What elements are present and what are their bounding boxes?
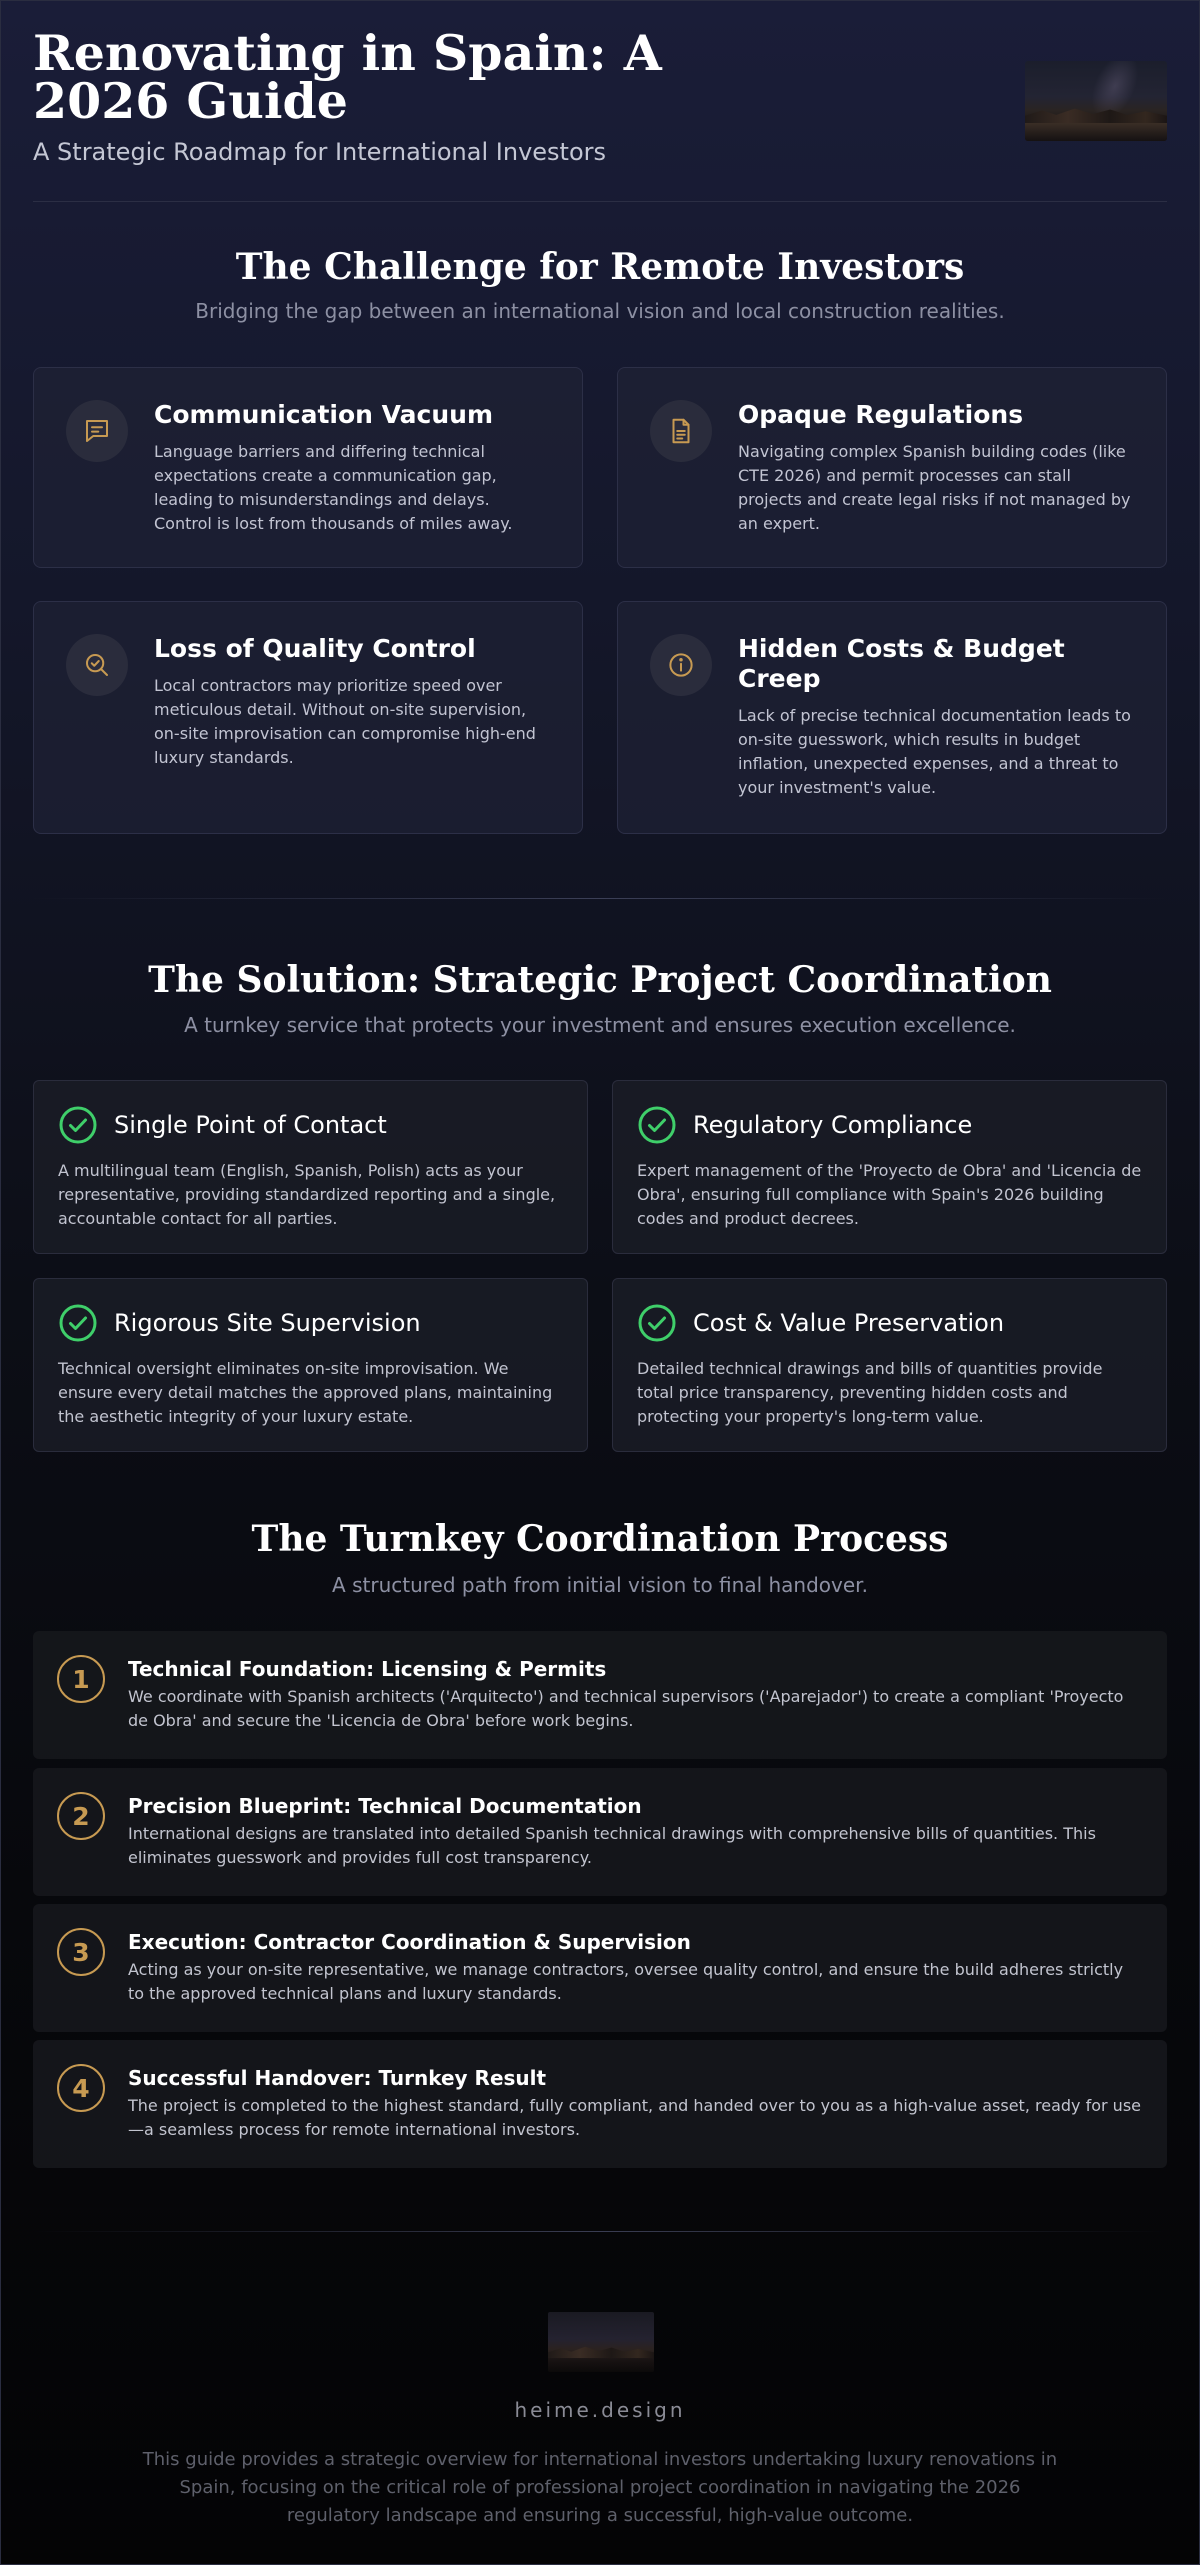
solution-card-title: Cost & Value Preservation: [693, 1309, 1005, 1337]
process-step-4: [33, 2040, 1167, 2168]
check-circle-icon: [637, 1303, 677, 1343]
step-text: Acting as your on-site representative, we manage contractors, oversee quality control, and ensure the build adheres strictly to the approved technical plans and luxury standards.: [128, 1960, 1124, 2003]
process-step-2: [33, 1768, 1167, 1896]
challenge-card-title: Hidden Costs & Budget Creep: [738, 634, 1065, 693]
challenge-card-title: Loss of Quality Control: [154, 634, 476, 663]
check-circle-icon: [58, 1303, 98, 1343]
info-icon: [650, 634, 712, 696]
page-header: [33, 1, 1167, 201]
solution-card-cost-value: [612, 1278, 1167, 1452]
challenge-card-title: Opaque Regulations: [738, 400, 1024, 429]
solution-card-title: Rigorous Site Supervision: [114, 1309, 421, 1337]
challenge-title: The Challenge for Remote Investors: [235, 246, 965, 288]
header-divider: [33, 201, 1167, 202]
chat-bubble-icon: [66, 400, 128, 462]
process-subtitle: A structured path from initial vision to final handover.: [332, 1573, 868, 1597]
challenge-card-text: Language barriers and differing technical expectations create a communication gap, leading to misunderstandings and delays. Control is lost from thousands of miles away.: [154, 442, 513, 533]
step-number: 3: [57, 1928, 105, 1976]
challenge-card-title: Communication Vacuum: [154, 400, 493, 429]
step-number: 4: [57, 2064, 105, 2112]
challenge-card-text: Navigating complex Spanish building codes (like CTE 2026) and permit processes can stall projects and create legal risks if not managed by an expert.: [738, 442, 1131, 533]
step-number: 1: [57, 1655, 105, 1703]
search-check-icon: [66, 634, 128, 696]
solution-card-text: A multilingual team (English, Spanish, Polish) acts as your representative, providing standardized reporting and a single, accountable contact for all parties.: [58, 1161, 556, 1228]
challenge-card-regulations: [617, 367, 1167, 568]
step-title: Execution: Contractor Coordination & Supervision: [128, 1930, 691, 1954]
solution-card-title: Single Point of Contact: [114, 1111, 387, 1139]
solution-card-single-contact: [33, 1080, 588, 1254]
solution-card-supervision: [33, 1278, 588, 1452]
step-title: Successful Handover: Turnkey Result: [128, 2066, 547, 2090]
challenge-card-text: Lack of precise technical documentation leads to on-site guesswork, which results in budget inflation, unexpected expenses, and a threat to your investment's value.: [738, 706, 1131, 797]
solution-card-text: Detailed technical drawings and bills of quantities provide total price transparency, preventing hidden costs and protecting your property's long-term value.: [637, 1359, 1103, 1426]
challenge-subtitle: Bridging the gap between an international vision and local construction realities.: [195, 299, 1005, 323]
challenge-card-quality: [33, 601, 583, 834]
process-step-1: [33, 1631, 1167, 1759]
step-number: 2: [57, 1792, 105, 1840]
challenge-card-communication: [33, 367, 583, 568]
solution-card-text: Expert management of the 'Proyecto de Obra' and 'Licencia de Obra', ensuring full compliance with Spain's 2026 building codes and product decrees.: [637, 1161, 1142, 1228]
step-text: The project is completed to the highest standard, fully compliant, and handed over to you as a high-value asset, ready for use—a seamless process for remote international investors.: [128, 2096, 1141, 2139]
solution-subtitle: A turnkey service that protects your investment and ensures execution excellence.: [184, 1013, 1016, 1037]
footer-landscape-image: [548, 2312, 654, 2372]
challenge-card-hidden-costs: [617, 601, 1167, 834]
step-title: Technical Foundation: Licensing & Permits: [128, 1657, 607, 1681]
footer-disclaimer: This guide provides a strategic overview for international investors undertaking luxury renovations in Spain, focusing on the critical role of professional project coordination in navigating the 2026 regulatory landscape and ensuring a successful, high-value outcome.: [142, 2449, 1058, 2526]
solution-card-title: Regulatory Compliance: [693, 1111, 973, 1139]
solution-title: The Solution: Strategic Project Coordination: [148, 959, 1052, 1001]
section-divider: [33, 898, 1167, 899]
process-step-3: [33, 1904, 1167, 2032]
challenge-card-text: Local contractors may prioritize speed over meticulous detail. Without on-site supervision, on-site improvisation can compromise high-end luxury standards.: [154, 676, 536, 767]
process-title: The Turnkey Coordination Process: [251, 1518, 949, 1560]
night-mountain-lake-image: [1025, 61, 1167, 141]
check-circle-icon: [637, 1105, 677, 1145]
check-circle-icon: [58, 1105, 98, 1145]
document-icon: [650, 400, 712, 462]
solution-card-text: Technical oversight eliminates on-site improvisation. We ensure every detail matches the approved plans, maintaining the aesthetic integrity of your luxury estate.: [58, 1359, 553, 1426]
page-subtitle: A Strategic Roadmap for International Investors: [33, 138, 606, 166]
footer-divider: [33, 2231, 1167, 2232]
step-text: International designs are translated into detailed Spanish technical drawings with comprehensive bills of quantities. This eliminates guesswork and provides full cost transparency.: [128, 1824, 1096, 1867]
brand-name: heime.design: [514, 2398, 686, 2422]
step-text: We coordinate with Spanish architects ('Arquitecto') and technical supervisors ('Aparejador') to create a compliant 'Proyecto de Obra' and secure the 'Licencia de Obra' before work begins.: [128, 1687, 1124, 1730]
page-title: Renovating in Spain: A 2026 Guide: [33, 24, 662, 130]
solution-card-compliance: [612, 1080, 1167, 1254]
step-title: Precision Blueprint: Technical Documentation: [128, 1794, 642, 1818]
